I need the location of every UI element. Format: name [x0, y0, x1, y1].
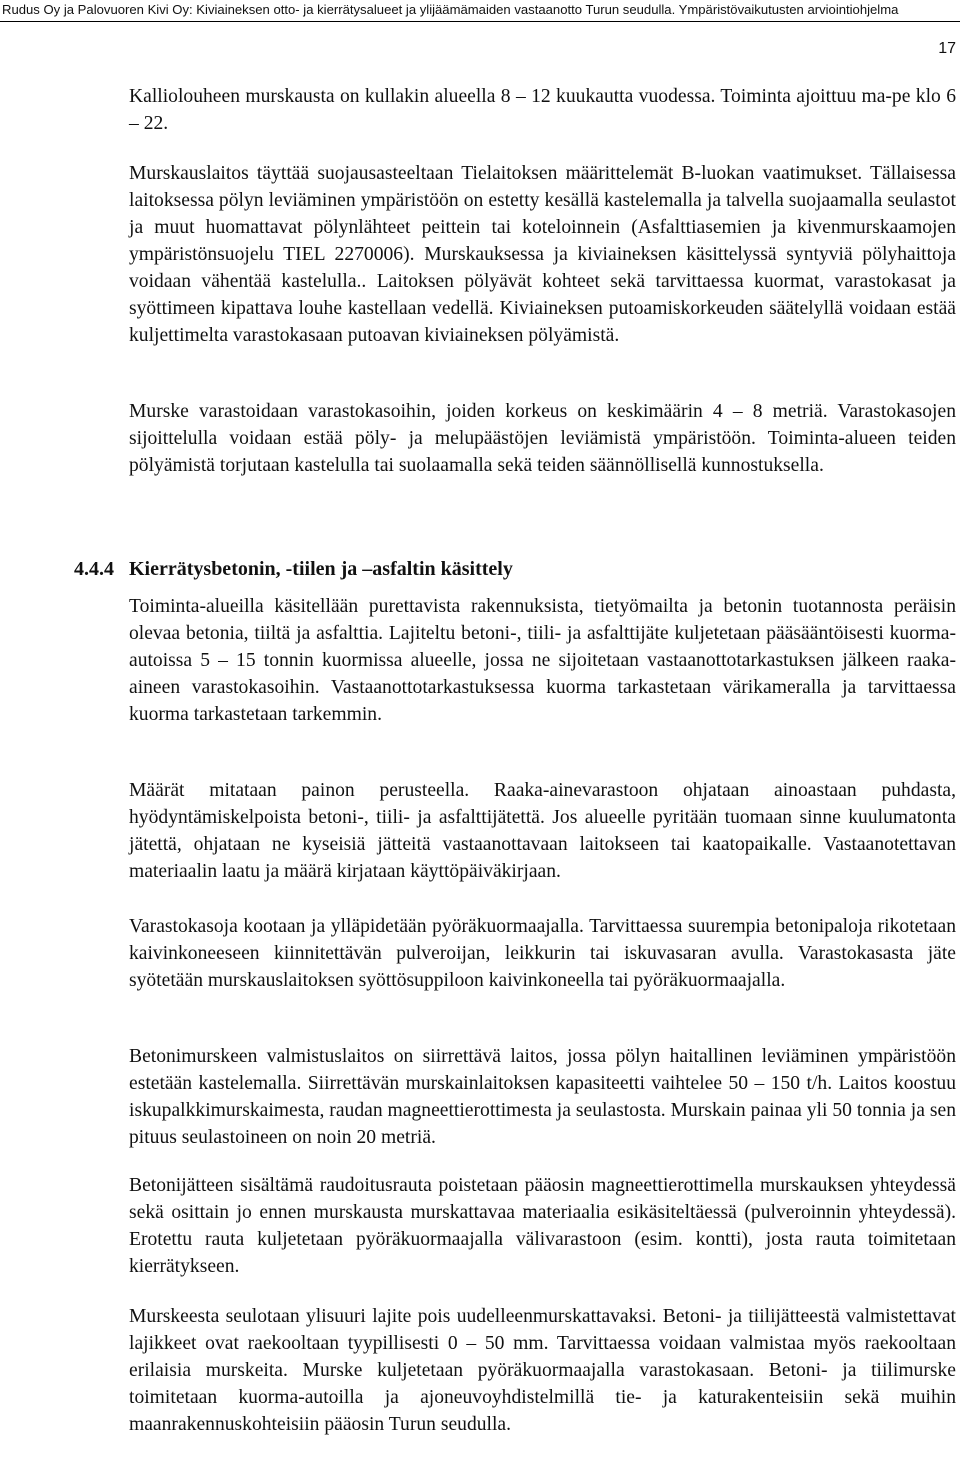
paragraph-dust-control: Murskauslaitos täyttää suojausasteeltaan Tielaitoksen määrittelemät B-luokan vaatimukset. Tällaisessa laitoksessa pölyn leviäminen ympäristöön on estetty kesällä kastelemalla ja talvella suojaamalla seulastot ja muut huomattavat pölynlähteet peittein tai koteloinnein (Asfalttiasemien ja kivenmurskaamojen ympäristönsuojelu TIEL 2270006). Murskauksessa ja kiviaineksen käsittelyssä syntyviä pölyhaittoja voidaan vähentää kastelulla.. Laitoksen pölyävät kohteet sekä tarvittaessa kuormat, varastokasat ja syöttimeen kipattava louhe kastellaan vedellä. Kiviaineksen putoamiskorkeuden säätelyllä voidaan estää kuljettimelta varastokasaan putoavan kiviaineksen pölyämistä.	[129, 163, 956, 346]
page-number: 17	[938, 40, 956, 57]
paragraph-screening: Murskeesta seulotaan ylisuuri lajite pois uudelleenmurskattavaksi. Betoni- ja tiilijätteestä valmistettavat lajikkeet ovat raekooltaan tyypillisesti 0 – 50 mm. Tarvittaessa voidaan valmistaa myös raekooltaan erilaisia murskeita. Murske kuljetetaan pyöräkuormaajalla varastokasaan. Betoni- ja tiilimurske toimitetaan kuorma-autoilla ja ajoneuvoyhdistelmillä tie- ja katurakenteisiin sekä muihin maanrakennuskohteisiin pääosin Turun seudulla.	[129, 1306, 956, 1435]
paragraph-rebar-removal: Betonijätteen sisältämä raudoitusrauta poistetaan pääosin magneettierottimella murskauksen yhteydessä sekä osittain jo ennen murskausta murskattavaa materiaalia esikäsiteltäessä (pulveroinnin yhteydessä). Erotettu rauta kuljetetaan pyöräkuormaajalla välivarastoon (esim. kontti), josta rauta toimitetaan kierrätykseen.	[129, 1175, 956, 1277]
paragraph-stockpiles: Murske varastoidaan varastokasoihin, joiden korkeus on keskimäärin 4 – 8 metriä. Varastokasojen sijoittelulla voidaan estää pöly- ja melupäästöjen leviämistä ympäristöön. Toiminta-alueen teiden pölyämistä torjutaan kastelulla tai suolaamalla sekä teiden säännöllisellä kunnostuksella.	[129, 401, 956, 476]
paragraph-recycled-materials: Toiminta-alueilla käsitellään purettavista rakennuksista, tietyömailta ja betonin tuotannosta peräisin olevaa betonia, tiiltä ja asfalttia. Lajiteltu betoni-, tiili- ja asfalttijäte kuljetetaan pääsääntöisesti kuorma-autoissa 5 – 15 tonnin kuormissa alueelle, jossa ne sijoitetaan vastaanottotarkastuksen jälkeen raaka-aineen varastokasoihin. Vastaanottotarkastuksessa kuorma tarkastetaan värikameralla ja tarvittaessa kuorma tarkastetaan tarkemmin.	[129, 596, 956, 725]
paragraph-crushing-plant: Betonimurskeen valmistuslaitos on siirrettävä laitos, jossa pölyn haitallinen leviäminen ympäristöön estetään kastelemalla. Siirrettävän murskainlaitoksen kapasiteetti vaihtelee 50 – 150 t/h. Laitos koostuu iskupalkkimurskaimesta, raudan magneettierottimesta ja seulastosta. Murskain painaa yli 50 tonnia ja sen pituus seulastoineen on noin 20 metriä.	[129, 1046, 956, 1148]
running-header: Rudus Oy ja Palovuoren Kivi Oy: Kiviaineksen otto- ja kierrätysalueet ja ylijäämämaiden vastaanotto Turun seudulla. Ympäristövaikutusten arviointiohjelma	[0, 0, 960, 22]
section-heading	[74, 556, 954, 583]
paragraph-weighing: Määrät mitataan painon perusteella. Raaka-ainevarastoon ohjataan ainoastaan puhdasta, hyödyntämiskelpoista betoni-, tiili- ja asfalttijätettä. Jos alueelle pyritään tuomaan sinne kuulumatonta jätettä, ohjataan ne kyseisiä jätteitä vastaanottavaan laitokseen tai kaatopaikalle. Vastaanotettavan materiaalin laatu ja määrä kirjataan käyttöpäiväkirjaan.	[129, 780, 956, 882]
section-title: Kierrätysbetonin, -tiilen ja –asfaltin käsittely	[129, 558, 513, 580]
section-number: 4.4.4	[74, 558, 114, 580]
paragraph-stockpile-handling: Varastokasoja kootaan ja ylläpidetään pyöräkuormaajalla. Tarvittaessa suurempia betonipaloja rikotetaan kaivinkoneeseen kiinnitettävän pulveroijan, leikkurin tai iskuvasaran avulla. Varastokasasta jäte syötetään murskauslaitoksen syöttösuppiloon kaivinkoneella tai pyöräkuormaajalla.	[129, 916, 956, 991]
paragraph-crushing-schedule: Kalliolouheen murskausta on kullakin alueella 8 – 12 kuukautta vuodessa. Toiminta ajoittuu ma-pe klo 6 – 22.	[129, 86, 956, 134]
